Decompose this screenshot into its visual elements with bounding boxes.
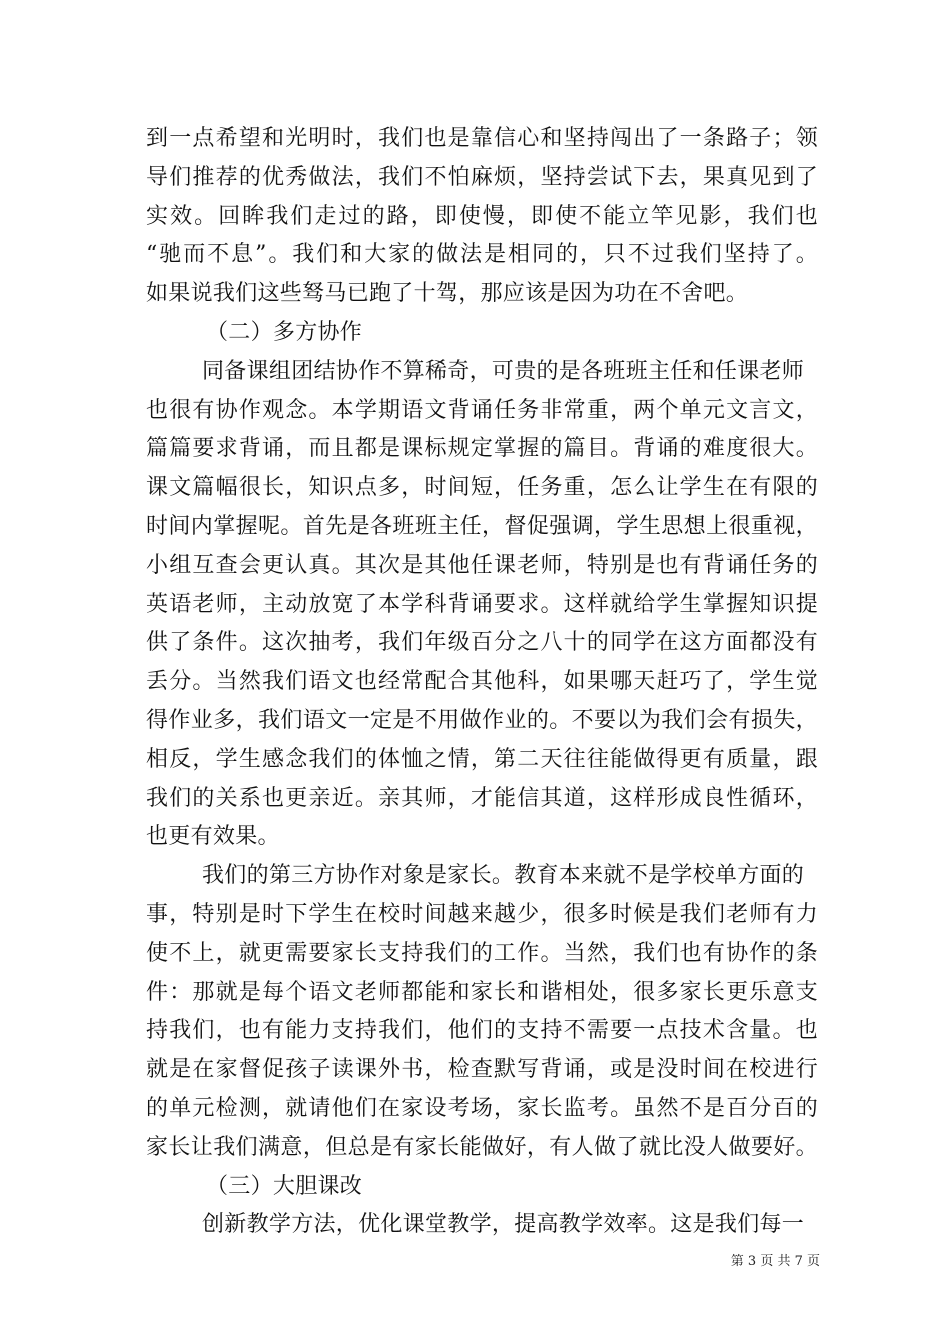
text-line: 相反，学生感念我们的体恤之情，第二天往往能做得更有质量，跟 <box>146 746 818 772</box>
text-line: 持我们，也有能力支持我们，他们的支持不需要一点技术含量。也 <box>146 1018 818 1044</box>
text-line: 小组互查会更认真。其次是其他任课老师，特别是也有背诵任务的 <box>146 552 818 578</box>
text-line: 篇篇要求背诵，而且都是课标规定掌握的篇目。背诵的难度很大。 <box>146 436 818 462</box>
text-line: 导们推荐的优秀做法，我们不怕麻烦，坚持尝试下去，果真见到了 <box>146 164 818 190</box>
text-line: 到一点希望和光明时，我们也是靠信心和坚持闯出了一条路子；领 <box>146 126 818 151</box>
text-line: 英语老师，主动放宽了本学科背诵要求。这样就给学生掌握知识提 <box>146 591 818 617</box>
text-line: 供了条件。这次抽考，我们年级百分之八十的同学在这方面都没有 <box>146 630 818 656</box>
text-line: 创新教学方法，优化课堂教学，提高教学效率。这是我们每一 <box>202 1212 805 1238</box>
text-line: 我们的第三方协作对象是家长。教育本来就不是学校单方面的 <box>202 863 805 889</box>
text-line: 实效。回眸我们走过的路，即使慢，即使不能立竿见影，我们也 <box>146 203 818 229</box>
text-line: 如果说我们这些驽马已跑了十驾，那应该是因为功在不舍吧。 <box>146 281 749 307</box>
text-line: 时间内掌握呢。首先是各班班主任，督促强调，学生思想上很重视， <box>146 513 818 539</box>
text-line: 我们的关系也更亲近。亲其师，才能信其道，这样形成良性循环， <box>146 785 818 811</box>
text-line: 家长让我们满意，但总是有家长能做好，有人做了就比没人做要好。 <box>146 1134 818 1160</box>
text-line: “驰而不息”。我们和大家的做法是相同的，只不过我们坚持了。 <box>146 242 818 268</box>
text-line: 同备课组团结协作不算稀奇，可贵的是各班班主任和任课老师 <box>202 358 805 384</box>
text-line: 使不上，就更需要家长支持我们的工作。当然，我们也有协作的条 <box>146 940 818 966</box>
body-text <box>146 120 818 1245</box>
text-line: 课文篇幅很长，知识点多，时间短，任务重，怎么让学生在有限的 <box>146 475 818 501</box>
text-line: 也更有效果。 <box>146 824 280 850</box>
section-heading: （三）大胆课改 <box>206 1173 363 1199</box>
text-line: 得作业多，我们语文一定是不用做作业的。不要以为我们会有损失， <box>146 707 818 733</box>
text-line: 事，特别是时下学生在校时间越来越少，很多时候是我们老师有力 <box>146 901 818 927</box>
text-line: 丢分。当然我们语文也经常配合其他科，如果哪天赶巧了，学生觉 <box>146 669 818 695</box>
text-line: 也很有协作观念。本学期语文背诵任务非常重，两个单元文言文， <box>146 397 818 423</box>
text-line: 件：那就是每个语文老师都能和家长和谐相处，很多家长更乐意支 <box>146 979 818 1005</box>
text-line: 就是在家督促孩子读课外书，检查默写背诵，或是没时间在校进行 <box>146 1057 818 1083</box>
text-line: 的单元检测，就请他们在家设考场，家长监考。虽然不是百分百的 <box>146 1095 818 1121</box>
section-heading: （二）多方协作 <box>206 319 363 345</box>
page-number-footer: 第 3 页 共 7 页 <box>730 1254 820 1269</box>
